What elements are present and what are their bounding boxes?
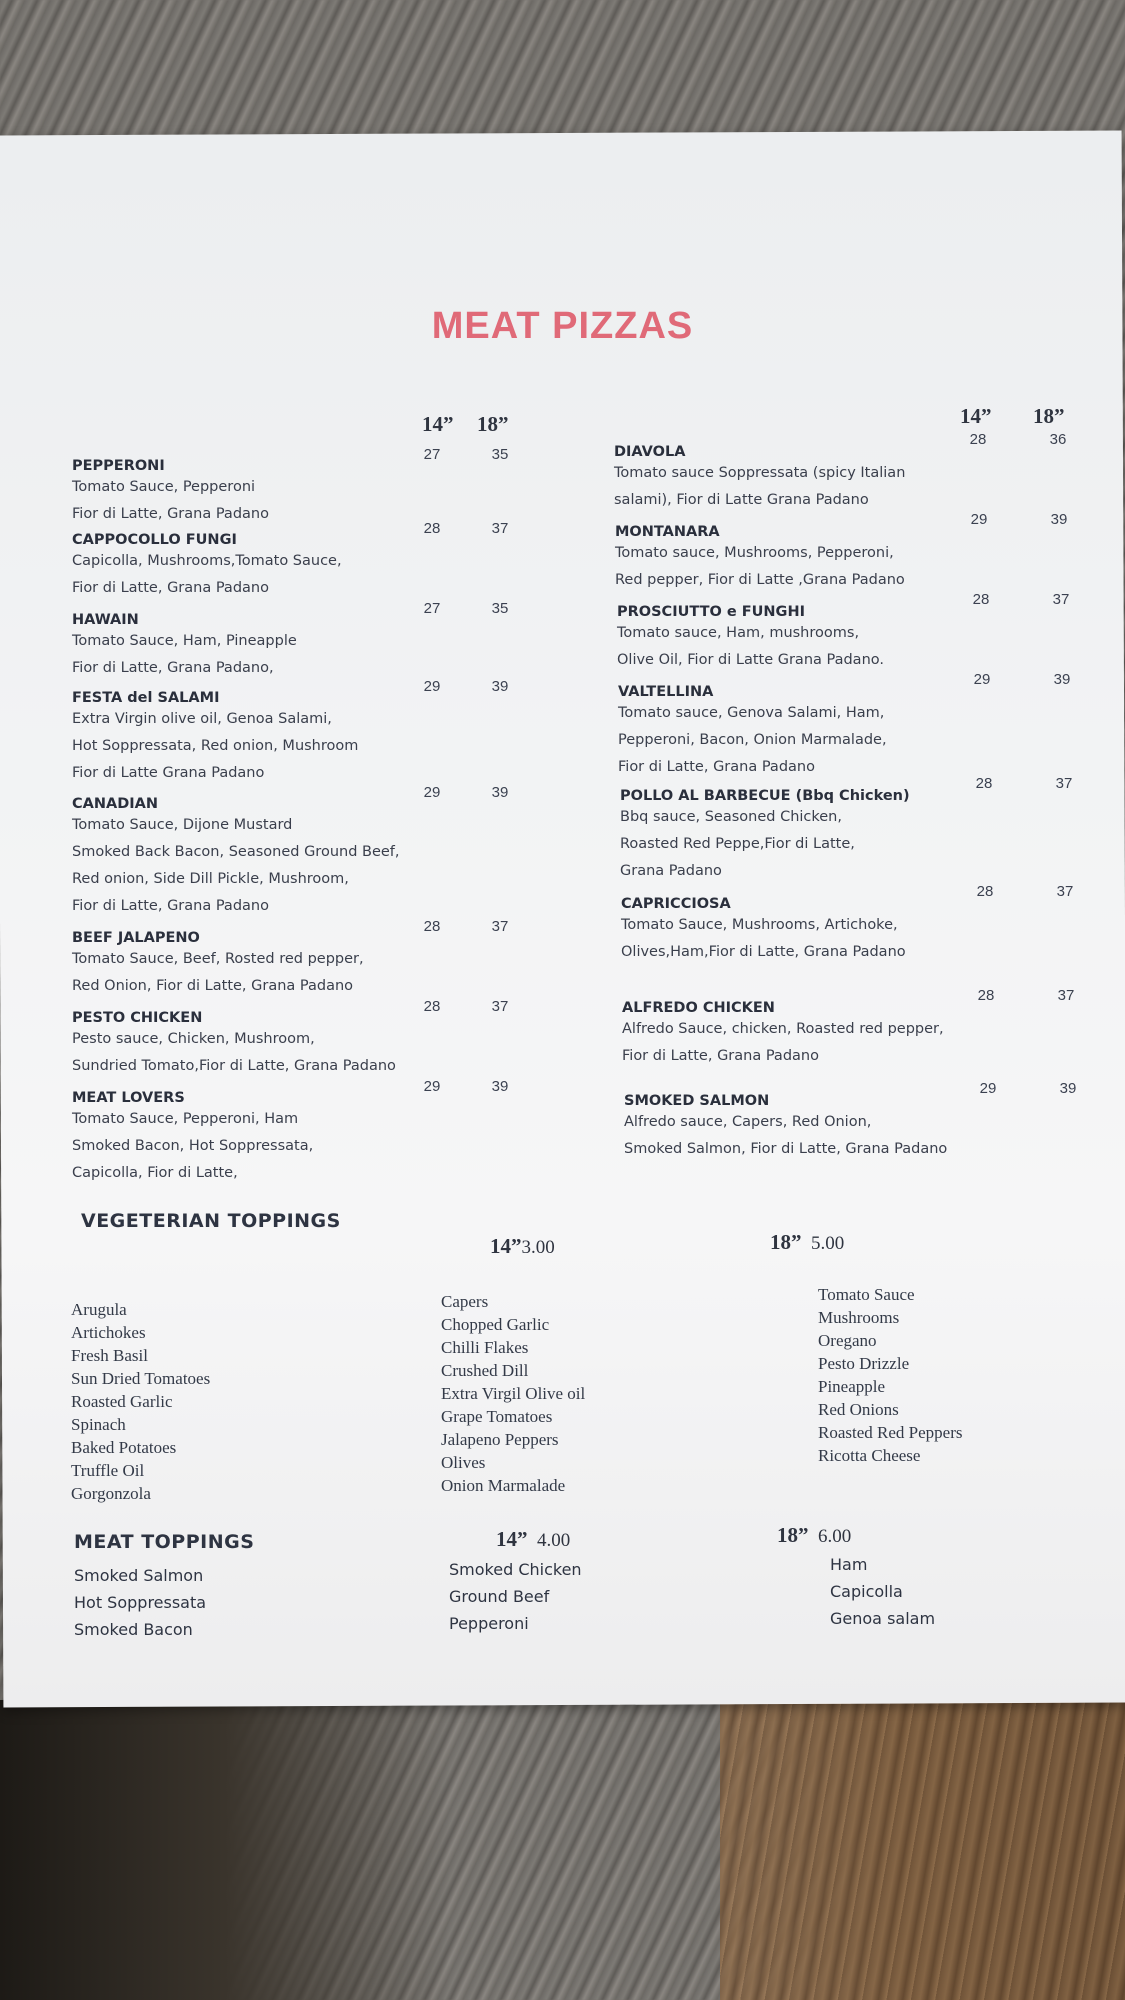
menu-item-price-18: 37 xyxy=(1056,883,1074,900)
menu-item-price-14: 28 xyxy=(423,520,441,537)
wood-surface xyxy=(720,1700,1125,2000)
topping-item: Chopped Garlic xyxy=(441,1315,550,1334)
menu-item-description-line: Fior di Latte, Grana Padano, xyxy=(72,660,274,676)
menu-item-name: MONTANARA xyxy=(615,524,720,540)
menu-item-price-18: 36 xyxy=(1049,431,1067,448)
menu-item-price-14: 29 xyxy=(979,1080,997,1097)
menu-item-price-18: 39 xyxy=(491,678,509,695)
topping-item: Artichokes xyxy=(71,1323,146,1342)
menu-item-description-line: Red Onion, Fior di Latte, Grana Padano xyxy=(72,978,354,994)
menu-item-name: POLLO AL BARBECUE (Bbq Chicken) xyxy=(620,788,910,804)
menu-item-name: PROSCIUTTO e FUNGHI xyxy=(617,604,805,620)
veg-price-18-value: 5.00 xyxy=(811,1233,845,1254)
menu-item-name: VALTELLINA xyxy=(618,684,714,700)
menu-item-name: PEPPERONI xyxy=(72,458,165,474)
menu-item-description-line: Tomato Sauce, Mushrooms, Artichoke, xyxy=(621,917,898,933)
right-size-18-header: 18” xyxy=(1033,404,1065,428)
veg-price-14 xyxy=(490,1234,555,1259)
menu-item-name: HAWAIN xyxy=(72,612,139,628)
topping-item: Ground Beef xyxy=(449,1587,550,1606)
topping-item: Fresh Basil xyxy=(71,1346,148,1365)
meat-price-18-value: 6.00 xyxy=(818,1526,852,1547)
menu-item-name: DIAVOLA xyxy=(614,444,686,460)
menu-item-description-line: Tomato sauce, Genova Salami, Ham, xyxy=(618,705,885,721)
menu-item-price-18: 39 xyxy=(1059,1080,1077,1097)
menu-item-price-18: 39 xyxy=(1053,671,1071,688)
menu-item-description-line: Smoked Salmon, Fior di Latte, Grana Padano xyxy=(624,1141,948,1157)
meat-price-18 xyxy=(777,1523,851,1548)
menu-item-description-line: Grana Padano xyxy=(620,863,722,879)
menu-item-description-line: Alfredo sauce, Capers, Red Onion, xyxy=(624,1114,872,1130)
topping-item: Hot Soppressata xyxy=(74,1593,207,1612)
veg-price-18 xyxy=(770,1230,844,1255)
menu-item-price-14: 28 xyxy=(977,987,995,1004)
menu-item xyxy=(621,896,906,966)
meat-price-14-value: 4.00 xyxy=(537,1530,571,1551)
menu-item-price-14: 27 xyxy=(423,446,441,463)
topping-item: Smoked Chicken xyxy=(449,1560,582,1579)
menu-item-description-line: Capicolla, Mushrooms,Tomato Sauce, xyxy=(72,553,342,569)
topping-item: Crushed Dill xyxy=(441,1361,529,1380)
veg-toppings-column-2 xyxy=(441,1290,585,1497)
topping-item: Mushrooms xyxy=(818,1308,900,1327)
menu-item-name: PESTO CHICKEN xyxy=(72,1010,203,1026)
menu-item xyxy=(620,788,910,885)
menu-item-price-18: 39 xyxy=(1050,511,1068,528)
menu-item-description-line: Fior di Latte, Grana Padano xyxy=(72,580,269,596)
topping-item: Baked Potatoes xyxy=(71,1438,177,1457)
topping-item: Ricotta Cheese xyxy=(818,1446,921,1465)
menu-item-name: SMOKED SALMON xyxy=(624,1093,770,1109)
menu-item-description-line: Fior di Latte, Grana Padano xyxy=(72,506,269,522)
topping-item: Grape Tomatoes xyxy=(441,1407,553,1426)
topping-item: Spinach xyxy=(71,1415,126,1434)
topping-item: Pesto Drizzle xyxy=(818,1354,910,1373)
menu-item-price-18: 37 xyxy=(1052,591,1070,608)
menu-item-price-14: 28 xyxy=(976,883,994,900)
menu-item-price-14: 28 xyxy=(423,918,441,935)
meat-price-18-size: 18” xyxy=(777,1523,809,1547)
menu-item-description-line: Alfredo Sauce, chicken, Roasted red pepper, xyxy=(622,1021,944,1037)
topping-item: Capers xyxy=(441,1292,489,1311)
menu-item-name: BEEF JALAPENO xyxy=(72,930,200,946)
veg-price-14-value: 3.00 xyxy=(521,1237,555,1258)
left-size-14-header: 14” xyxy=(422,412,454,436)
topping-item: Extra Virgil Olive oil xyxy=(441,1384,586,1403)
menu-item-description-line: Extra Virgin olive oil, Genoa Salami, xyxy=(72,711,332,727)
meat-toppings-column-2 xyxy=(449,1556,582,1637)
menu-item xyxy=(72,1010,396,1080)
menu-item-description-line: Red pepper, Fior di Latte ,Grana Padano xyxy=(615,572,905,588)
menu-item-price-14: 29 xyxy=(423,678,441,695)
menu-item-description-line: Smoked Back Bacon, Seasoned Ground Beef, xyxy=(72,844,400,860)
menu-item xyxy=(624,1093,947,1163)
menu-item xyxy=(72,458,269,528)
topping-item: Red Onions xyxy=(818,1400,899,1419)
menu-item-price-14: 29 xyxy=(973,671,991,688)
meat-toppings-column-3 xyxy=(830,1551,935,1632)
topping-item: Capicolla xyxy=(830,1582,903,1601)
menu-item-name: ALFREDO CHICKEN xyxy=(622,1000,775,1016)
menu-item-description-line: Tomato Sauce, Ham, Pineapple xyxy=(72,633,297,649)
menu-item-price-14: 28 xyxy=(969,431,987,448)
topping-item: Pepperoni xyxy=(449,1614,529,1633)
menu-item-description-line: Bbq sauce, Seasoned Chicken, xyxy=(620,809,842,825)
menu-item-price-18: 37 xyxy=(1055,775,1073,792)
menu-item-price-14: 27 xyxy=(423,600,441,617)
topping-item: Onion Marmalade xyxy=(441,1476,566,1495)
menu-item-description-line: Tomato Sauce, Dijone Mustard xyxy=(72,817,293,833)
menu-item xyxy=(72,1090,313,1187)
veg-toppings-column-1 xyxy=(71,1298,210,1505)
meat-price-14-size: 14” xyxy=(496,1527,528,1551)
menu-item-description-line: Smoked Bacon, Hot Soppressata, xyxy=(72,1138,314,1154)
topping-item: Oregano xyxy=(818,1331,877,1350)
menu-item-price-18: 37 xyxy=(491,998,509,1015)
meat-toppings-title: MEAT TOPPINGS xyxy=(74,1531,255,1553)
menu-item-price-18: 37 xyxy=(491,918,509,935)
menu-item-name: FESTA del SALAMI xyxy=(72,690,220,706)
menu-title: MEAT PIZZAS xyxy=(431,305,694,347)
veg-toppings-title: VEGETERIAN TOPPINGS xyxy=(81,1210,341,1232)
menu-item-description-line: Tomato Sauce, Beef, Rosted red pepper, xyxy=(72,951,364,967)
menu-item-description-line: Capicolla, Fior di Latte, xyxy=(72,1165,238,1181)
menu-item-description-line: Olive Oil, Fior di Latte Grana Padano. xyxy=(617,652,884,668)
menu-item xyxy=(72,796,400,920)
menu-item-description-line: Tomato sauce, Mushrooms, Pepperoni, xyxy=(615,545,894,561)
menu-item-description-line: Fior di Latte, Grana Padano xyxy=(618,759,815,775)
topping-item: Smoked Bacon xyxy=(74,1620,193,1639)
menu-item xyxy=(72,532,342,602)
topping-item: Roasted Red Peppers xyxy=(818,1423,963,1442)
topping-item: Ham xyxy=(830,1555,868,1574)
menu-item xyxy=(72,612,297,682)
menu-item-description-line: Fior di Latte, Grana Padano xyxy=(72,898,269,914)
veg-toppings-column-3 xyxy=(818,1283,962,1467)
menu-item-price-18: 35 xyxy=(491,600,509,617)
topping-item: Olives xyxy=(441,1453,486,1472)
menu-item-description-line: Fior di Latte, Grana Padano xyxy=(622,1048,819,1064)
veg-price-14-size: 14” xyxy=(490,1234,522,1258)
topping-item: Jalapeno Peppers xyxy=(441,1430,559,1449)
menu-item-description-line: Fior di Latte Grana Padano xyxy=(72,765,265,781)
menu-item-description-line: salami), Fior di Latte Grana Padano xyxy=(614,492,869,508)
topping-item: Genoa salam xyxy=(830,1609,936,1628)
menu-item-description-line: Pesto sauce, Chicken, Mushroom, xyxy=(72,1031,315,1047)
menu-item-description-line: Sundried Tomato,Fior di Latte, Grana Padano xyxy=(72,1058,396,1074)
menu-item-description-line: Pepperoni, Bacon, Onion Marmalade, xyxy=(618,732,887,748)
menu-item-description-line: Hot Soppressata, Red onion, Mushroom xyxy=(72,738,359,754)
menu-item-price-14: 28 xyxy=(975,775,993,792)
topping-item: Sun Dried Tomatoes xyxy=(71,1369,211,1388)
meat-price-14 xyxy=(496,1527,570,1552)
menu-item-description-line: Tomato Sauce, Pepperoni xyxy=(72,479,256,495)
menu-item xyxy=(618,684,887,781)
menu-item-price-14: 28 xyxy=(423,998,441,1015)
topping-item: Roasted Garlic xyxy=(71,1392,173,1411)
menu-item-price-18: 37 xyxy=(1057,987,1075,1004)
topping-item: Gorgonzola xyxy=(71,1484,151,1503)
menu-item xyxy=(614,444,905,514)
topping-item: Smoked Salmon xyxy=(74,1566,204,1585)
topping-item: Pineapple xyxy=(818,1377,886,1396)
menu-item xyxy=(617,604,884,674)
menu-item-price-14: 29 xyxy=(423,1078,441,1095)
menu-item-description-line: Olives,Ham,Fior di Latte, Grana Padano xyxy=(621,944,906,960)
menu-item-price-18: 35 xyxy=(491,446,509,463)
topping-item: Arugula xyxy=(71,1300,127,1319)
topping-item: Chilli Flakes xyxy=(441,1338,529,1357)
left-size-18-header: 18” xyxy=(477,412,509,436)
veg-price-18-size: 18” xyxy=(770,1230,802,1254)
menu-item-price-18: 37 xyxy=(491,520,509,537)
menu-item-name: CANADIAN xyxy=(72,796,159,812)
topping-item: Truffle Oil xyxy=(71,1461,145,1480)
menu-item-description-line: Tomato sauce Soppressata (spicy Italian xyxy=(614,465,906,481)
menu-item-price-14: 29 xyxy=(970,511,988,528)
right-size-14-header: 14” xyxy=(960,404,992,428)
menu-item-description-line: Tomato Sauce, Pepperoni, Ham xyxy=(72,1111,299,1127)
menu-item xyxy=(72,690,358,787)
menu-item-price-14: 29 xyxy=(423,784,441,801)
menu-item-name: CAPRICCIOSA xyxy=(621,896,731,912)
menu-item xyxy=(72,930,364,1000)
menu-item-price-18: 39 xyxy=(491,1078,509,1095)
menu-item-description-line: Red onion, Side Dill Pickle, Mushroom, xyxy=(72,871,349,887)
topping-item: Tomato Sauce xyxy=(818,1285,915,1304)
menu-item-price-14: 28 xyxy=(972,591,990,608)
menu-item-name: CAPPOCOLLO FUNGI xyxy=(72,532,237,548)
menu-item xyxy=(615,524,905,594)
menu-item-description-line: Roasted Red Peppe,Fior di Latte, xyxy=(620,836,855,852)
menu-item-name: MEAT LOVERS xyxy=(72,1090,185,1106)
menu-item xyxy=(622,1000,944,1070)
menu-item-description-line: Tomato sauce, Ham, mushrooms, xyxy=(617,625,860,641)
meat-toppings-column-1 xyxy=(74,1562,206,1643)
menu-item-price-18: 39 xyxy=(491,784,509,801)
